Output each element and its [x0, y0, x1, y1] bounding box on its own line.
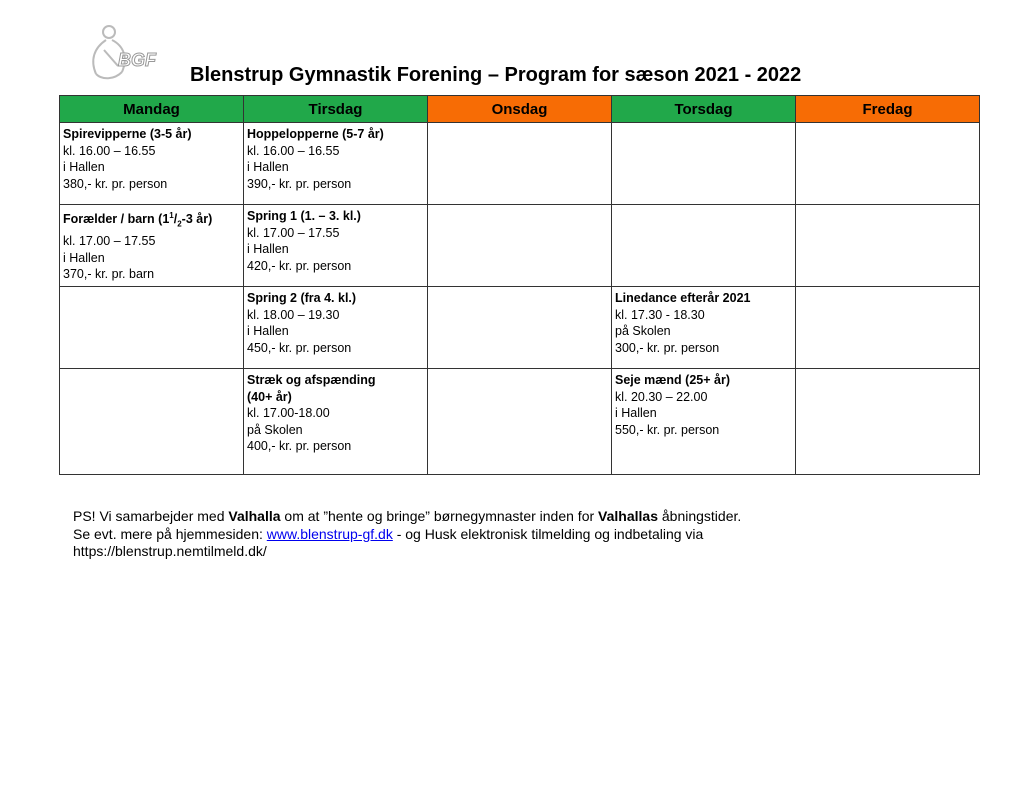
class-time: kl. 17.00 – 17.55	[63, 234, 156, 249]
class-place: i Hallen	[63, 160, 105, 174]
class-place: i Hallen	[247, 242, 289, 256]
class-name: Linedance efterår 2021	[615, 291, 751, 305]
class-price: 380,- kr. pr. person	[63, 176, 168, 191]
empty-cell	[428, 123, 612, 205]
class-place: på Skolen	[615, 324, 671, 338]
class-cell	[244, 123, 428, 205]
class-price: 370,- kr. pr. barn	[63, 267, 155, 282]
empty-cell	[428, 205, 612, 287]
class-price: 450,- kr. pr. person	[247, 340, 352, 355]
class-cell	[612, 287, 796, 369]
class-price: 400,- kr. pr. person	[247, 439, 352, 453]
day-header-mandag: Mandag	[60, 96, 244, 123]
class-name: Spring 2 (fra 4. kl.)	[247, 291, 357, 305]
class-place: i Hallen	[247, 324, 289, 338]
logo-text: BGF	[118, 50, 156, 70]
footer-note	[73, 508, 741, 561]
empty-cell	[428, 287, 612, 369]
empty-cell	[612, 123, 796, 205]
class-name: Seje mænd (25+ år)	[615, 373, 730, 387]
class-price: 300,- kr. pr. person	[615, 340, 720, 355]
class-time: kl. 17.00 – 17.55	[247, 225, 340, 240]
class-name-age: (40+ år)	[247, 389, 292, 404]
class-cell	[244, 287, 428, 369]
empty-cell	[428, 369, 612, 475]
empty-cell	[796, 369, 980, 475]
class-time: kl. 17.00-18.00	[247, 406, 330, 420]
class-price: 420,- kr. pr. person	[247, 258, 352, 273]
class-time: kl. 20.30 – 22.00	[615, 389, 708, 404]
class-time: kl. 16.00 – 16.55	[247, 143, 340, 158]
class-cell	[60, 205, 244, 287]
class-place: i Hallen	[247, 160, 289, 174]
table-row	[60, 287, 980, 369]
table-row	[60, 123, 980, 205]
class-cell	[60, 123, 244, 205]
footer-line-3: https://blenstrup.nemtilmeld.dk/	[73, 543, 267, 559]
day-header-onsdag: Onsdag	[428, 96, 612, 123]
empty-cell	[60, 369, 244, 475]
class-time: kl. 18.00 – 19.30	[247, 307, 340, 322]
class-cell	[244, 369, 428, 475]
class-name: Spring 1 (1. – 3. kl.)	[247, 209, 361, 223]
class-price: 390,- kr. pr. person	[247, 176, 352, 191]
class-cell	[612, 369, 796, 475]
day-header-torsdag: Torsdag	[612, 96, 796, 123]
class-place: i Hallen	[615, 406, 657, 420]
footer-line-1: PS! Vi samarbejder med Valhalla om at ”hente og bringe” børnegymnaster inden for Valhallas åbningstider.	[73, 508, 742, 524]
empty-cell	[60, 287, 244, 369]
class-cell	[244, 205, 428, 287]
schedule-table	[59, 95, 980, 475]
club-logo	[84, 20, 164, 84]
class-name: Hoppelopperne (5-7 år)	[247, 127, 384, 141]
class-place: på Skolen	[247, 422, 303, 437]
table-row	[60, 205, 980, 287]
class-name: Forælder / barn ($1^1/_2-3$ år)	[63, 211, 213, 229]
empty-cell	[612, 205, 796, 287]
page-title: Blenstrup Gymnastik Forening – Program for sæson 2021 - 2022	[190, 64, 802, 86]
class-time: kl. 16.00 – 16.55	[63, 143, 156, 158]
empty-cell	[796, 123, 980, 205]
table-row	[60, 369, 980, 475]
class-price: 550,- kr. pr. person	[615, 422, 720, 437]
class-name: Spirevipperne (3-5 år)	[63, 127, 192, 141]
website-link[interactable]: www.blenstrup-gf.dk	[266, 525, 393, 542]
empty-cell	[796, 205, 980, 287]
class-name: Stræk og afspænding	[247, 373, 376, 387]
class-place: i Hallen	[63, 250, 105, 265]
class-time: kl. 17.30 - 18.30	[615, 307, 705, 322]
footer-line-2: Se evt. mere på hjemmesiden: www.blenstrup-gf.dk - og Husk elektronisk tilmelding og indbetaling via	[73, 525, 704, 542]
day-header-tirsdag: Tirsdag	[244, 96, 428, 123]
day-header-fredag: Fredag	[796, 96, 980, 123]
empty-cell	[796, 287, 980, 369]
header-row	[60, 96, 980, 123]
